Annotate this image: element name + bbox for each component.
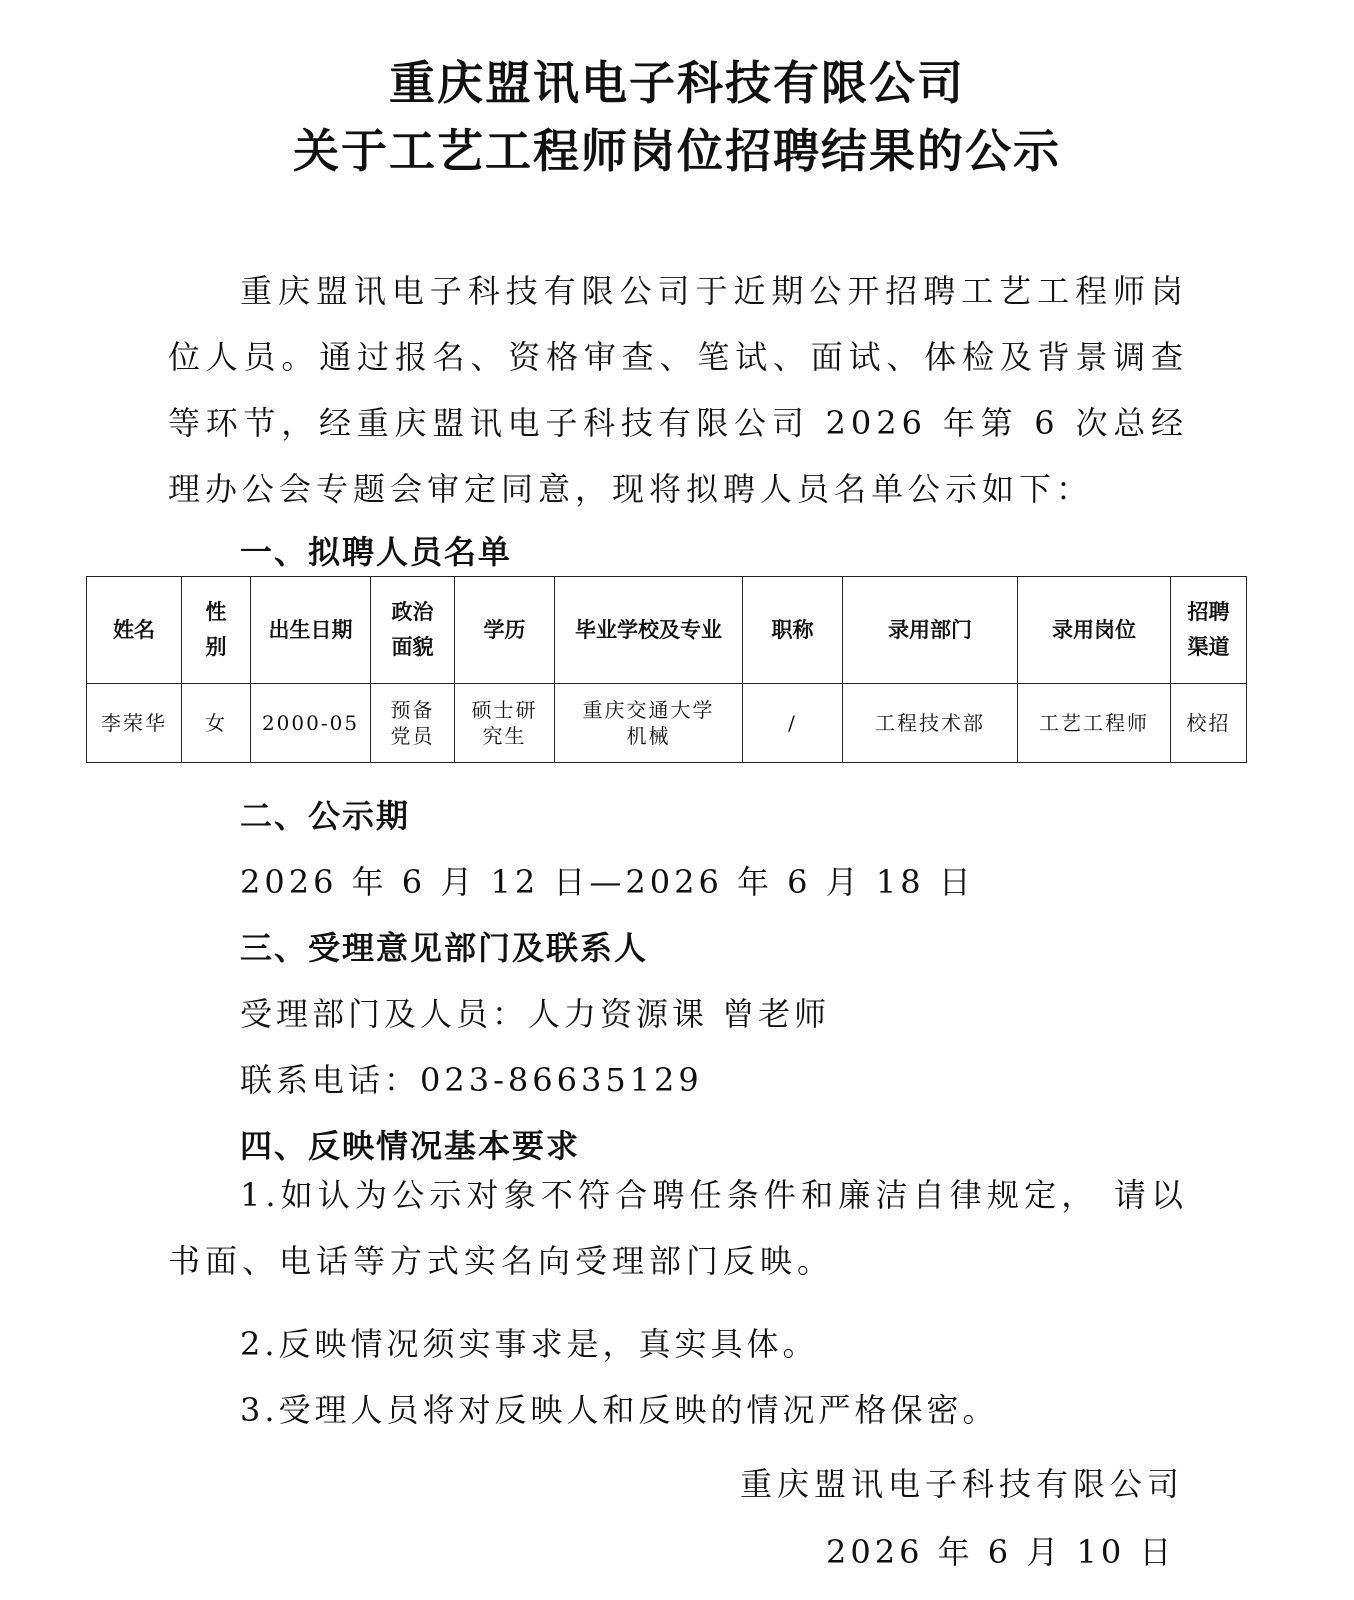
table-header-cell xyxy=(87,577,182,684)
section-heading-requirements: 四、反映情况基本要求 xyxy=(240,1127,581,1165)
table-header-text: 面貌 xyxy=(391,635,434,659)
table-header-cell xyxy=(743,577,843,684)
table-cell-text: 工程技术部 xyxy=(875,711,985,735)
section-heading-contact: 三、受理意见部门及联系人 xyxy=(240,929,649,967)
table-header-cell xyxy=(1018,577,1171,684)
table-cell-text: 重庆交通大学 xyxy=(582,698,715,722)
table-header-cell xyxy=(843,577,1018,684)
table-header-cell xyxy=(371,577,455,684)
table-cell xyxy=(182,684,251,763)
table-header-text: 学历 xyxy=(483,617,526,642)
table-header-text: 职称 xyxy=(771,617,814,642)
contact-phone: 联系电话：023-86635129 xyxy=(240,1061,703,1099)
section-heading-candidates: 一、拟聘人员名单 xyxy=(240,533,513,571)
table-header-cell xyxy=(182,577,251,684)
table-cell xyxy=(87,684,182,763)
signature-company: 重庆盟讯电子科技有限公司 xyxy=(740,1465,1185,1503)
table-cell-text: 硕士研 xyxy=(471,698,538,722)
table-cell-text: / xyxy=(788,711,797,735)
requirement-item-3: 3.受理人员将对反映人和反映的情况严格保密。 xyxy=(240,1391,999,1429)
intro-paragraph: 重庆盟讯电子科技有限公司于近期公开招聘工艺工程师岗位人员。通过报名、资格审查、笔试、面试、体检及背景调查等环节，经重庆盟讯电子科技有限公司 2026 年第 6 次总经理办公会专题会审定同意，现将拟聘人员名单公示如下： xyxy=(168,272,1188,508)
table-header-text: 录用岗位 xyxy=(1052,617,1136,642)
table-cell-text: 校招 xyxy=(1186,711,1231,735)
table-cell-text: 女 xyxy=(205,711,227,735)
table-header-text: 性 xyxy=(205,600,227,624)
table-cell xyxy=(371,684,455,763)
table-cell xyxy=(843,684,1018,763)
table-cell-text: 李荣华 xyxy=(101,711,167,735)
table-cell xyxy=(743,684,843,763)
table-header-text: 毕业学校及专业 xyxy=(575,617,722,642)
table-cell-text: 工艺工程师 xyxy=(1039,711,1149,735)
table-cell-text: 2000-05 xyxy=(261,711,360,735)
title-company: 重庆盟讯电子科技有限公司 xyxy=(389,56,965,110)
section-heading-period: 二、公示期 xyxy=(240,797,411,835)
table-header-text: 别 xyxy=(205,635,227,659)
table-cell xyxy=(251,684,371,763)
table-cell-text: 究生 xyxy=(482,724,527,748)
requirement-item-2: 2.反映情况须实事求是，真实具体。 xyxy=(240,1325,819,1363)
candidates-table xyxy=(86,576,1247,763)
table-cell-text: 党员 xyxy=(390,724,435,748)
contact-department: 受理部门及人员：人力资源课 曾老师 xyxy=(240,995,831,1033)
table-cell xyxy=(455,684,555,763)
table-header-cell xyxy=(1171,577,1247,684)
table-header-cell xyxy=(251,577,371,684)
table-header-text: 出生日期 xyxy=(268,617,353,642)
table-header-text: 录用部门 xyxy=(888,617,972,642)
title-subject: 关于工艺工程师岗位招聘结果的公示 xyxy=(293,124,1061,178)
table-header-row xyxy=(87,577,1247,684)
table-header-text: 招聘 xyxy=(1187,600,1230,624)
table-row xyxy=(87,684,1247,763)
table-cell xyxy=(1018,684,1171,763)
table-header-text: 渠道 xyxy=(1187,635,1230,659)
table-cell-text: 机械 xyxy=(626,724,671,748)
table-cell xyxy=(1171,684,1247,763)
table-header-text: 姓名 xyxy=(113,617,155,642)
requirement-item-1: 1.如认为公示对象不符合聘任条件和廉洁自律规定， 请以书面、电话等方式实名向受理部门反映。 xyxy=(168,1176,1188,1280)
table-header-text: 政治 xyxy=(391,600,434,624)
table-cell-text: 预备 xyxy=(390,698,435,722)
table-cell xyxy=(555,684,743,763)
publicity-period: 2026 年 6 月 12 日—2026 年 6 月 18 日 xyxy=(240,863,975,901)
table-header-cell xyxy=(555,577,743,684)
signature-date: 2026 年 6 月 10 日 xyxy=(826,1533,1176,1571)
table-header-cell xyxy=(455,577,555,684)
